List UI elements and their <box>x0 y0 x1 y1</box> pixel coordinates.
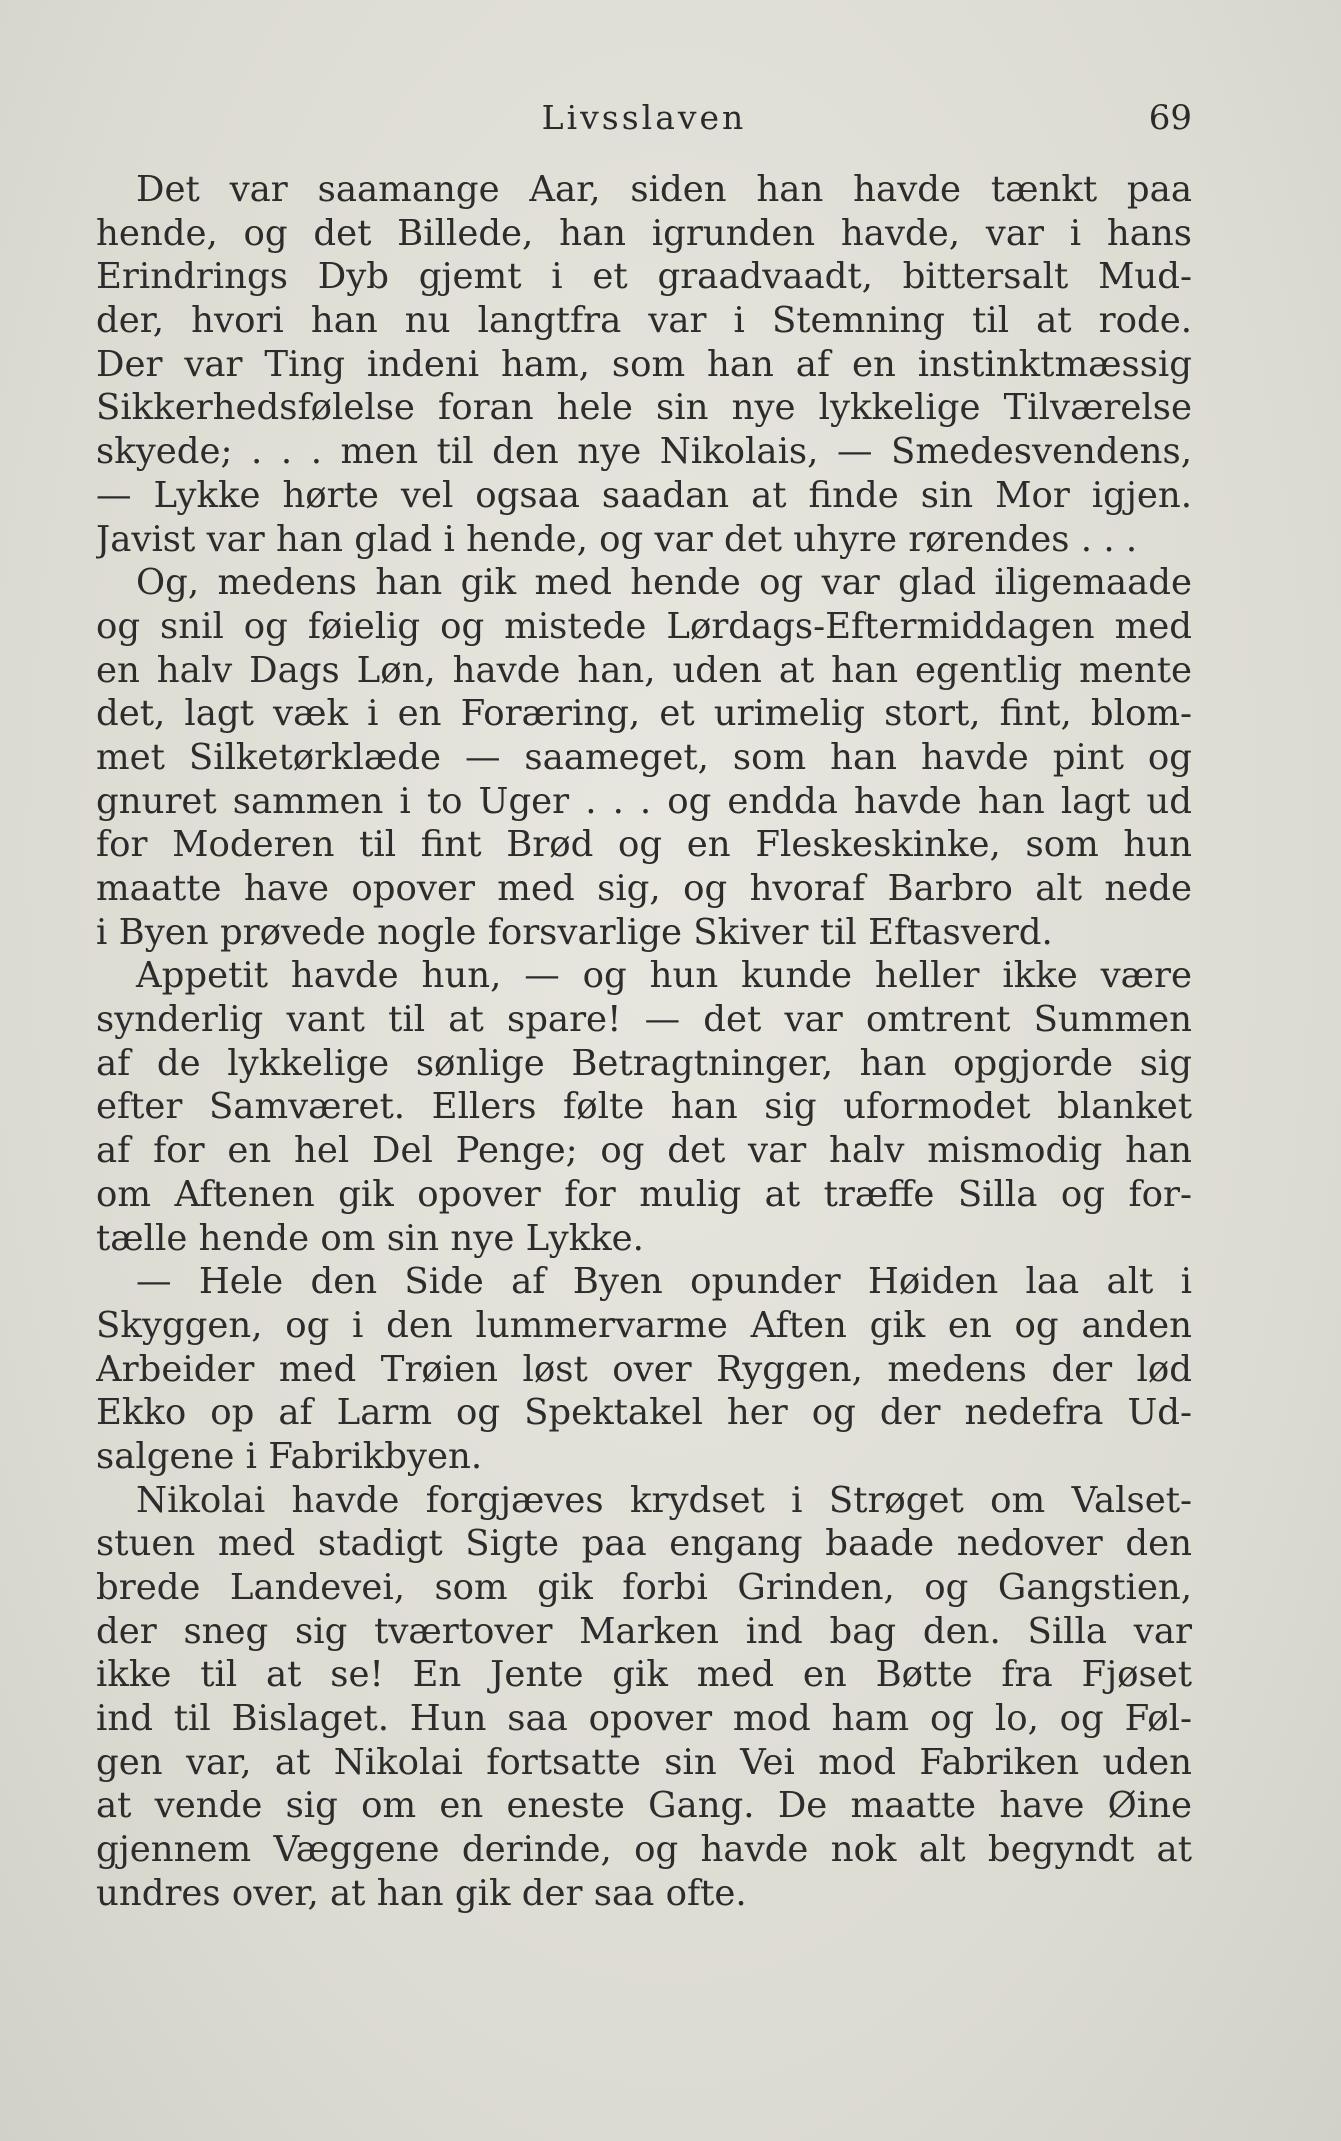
text-line: Skyggen, og i den lummervarme Aften gik en og anden <box>96 1304 1192 1346</box>
text-line: Appetit havde hun, — og hun kunde heller ikke være <box>136 955 1192 997</box>
text-line: Der var Ting indeni ham, som han af en instinktmæssig <box>96 343 1192 385</box>
text-line: Ekko op af Larm og Spektakel her og der nedefra Ud- <box>96 1392 1192 1434</box>
text-line: — Lykke hørte vel ogsaa saadan at finde sin Mor igjen. <box>96 474 1192 516</box>
page-number: 69 <box>1148 98 1192 138</box>
text-line: Arbeider med Trøien løst over Ryggen, medens der lød <box>96 1348 1192 1390</box>
text-line: der sneg sig tværtover Marken ind bag den. Silla var <box>96 1610 1192 1652</box>
running-title: Livsslaven <box>541 98 747 137</box>
text-line: ikke til at se! En Jente gik med en Bøtte fra Fjøset <box>96 1654 1192 1696</box>
text-line: hende, og det Billede, han igrunden havde, var i hans <box>96 212 1192 254</box>
text-line: af for en hel Del Penge; og det var halv mismodig han <box>96 1130 1192 1172</box>
text-line: gen var, at Nikolai fortsatte sin Vei mod Fabriken uden <box>96 1741 1192 1783</box>
text-line: brede Landevei, som gik forbi Grinden, og Gangstien, <box>96 1567 1192 1608</box>
body-text <box>96 168 1192 1916</box>
text-line: salgene i Fabrikbyen. <box>96 1435 483 1477</box>
text-line: Sikkerhedsfølelse foran hele sin nye lykkelige Tilværelse <box>96 387 1192 429</box>
text-line: tælle hende om sin nye Lykke. <box>96 1217 644 1259</box>
text-line: maatte have opover med sig, og hvoraf Barbro alt nede <box>96 868 1192 909</box>
running-head <box>96 98 1192 144</box>
text-line: en halv Dags Løn, havde han, uden at han egentlig mente <box>96 649 1192 691</box>
text-line: undres over, at han gik der saa ofte. <box>96 1872 747 1914</box>
text-line: gjennem Væggene derinde, og havde nok alt begyndt at <box>96 1829 1192 1871</box>
text-line: ind til Bislaget. Hun saa opover mod ham og lo, og Føl- <box>96 1698 1192 1740</box>
text-line: Erindrings Dyb gjemt i et graadvaadt, bittersalt Mud- <box>96 256 1192 298</box>
text-line: for Moderen til fint Brød og en Fleskeskinke, som hun <box>96 824 1192 866</box>
text-line: at vende sig om en eneste Gang. De maatte have Øine <box>96 1785 1192 1827</box>
text-line: Og, medens han gik med hende og var glad iligemaade <box>136 562 1192 604</box>
text-line: og snil og føielig og mistede Lørdags-Eftermiddagen med <box>96 605 1192 647</box>
text-line: gnuret sammen i to Uger . . . og endda havde han lagt ud <box>96 780 1192 822</box>
text-line: om Aftenen gik opover for mulig at træffe Silla og for- <box>96 1173 1192 1215</box>
text-line: skyede; . . . men til den nye Nikolais, — Smedesvendens, <box>96 431 1192 473</box>
text-line: met Silketørklæde — saameget, som han havde pint og <box>96 736 1192 778</box>
text-line: Nikolai havde forgjæves krydset i Strøget om Valset- <box>136 1479 1192 1521</box>
text-line: Det var saamange Aar, siden han havde tænkt paa <box>136 169 1192 210</box>
text-line: synderlig vant til at spare! — det var omtrent Summen <box>96 999 1192 1041</box>
text-line: stuen med stadigt Sigte paa engang baade nedover den <box>96 1523 1192 1565</box>
text-line: i Byen prøvede nogle forsvarlige Skiver til Eftasverd. <box>96 911 1053 953</box>
text-line: Javist var han glad i hende, og var det uhyre rørendes . . . <box>96 518 1138 560</box>
text-line: efter Samværet. Ellers følte han sig uformodet blanket <box>96 1086 1192 1128</box>
text-line: af de lykkelige sønlige Betragtninger, han opgjorde sig <box>96 1042 1192 1084</box>
text-line: der, hvori han nu langtfra var i Stemning til at rode. <box>96 300 1192 342</box>
text-line: det, lagt væk i en Foræring, et urimelig stort, fint, blom- <box>96 693 1192 735</box>
text-line: — Hele den Side af Byen opunder Høiden laa alt i <box>136 1261 1192 1303</box>
